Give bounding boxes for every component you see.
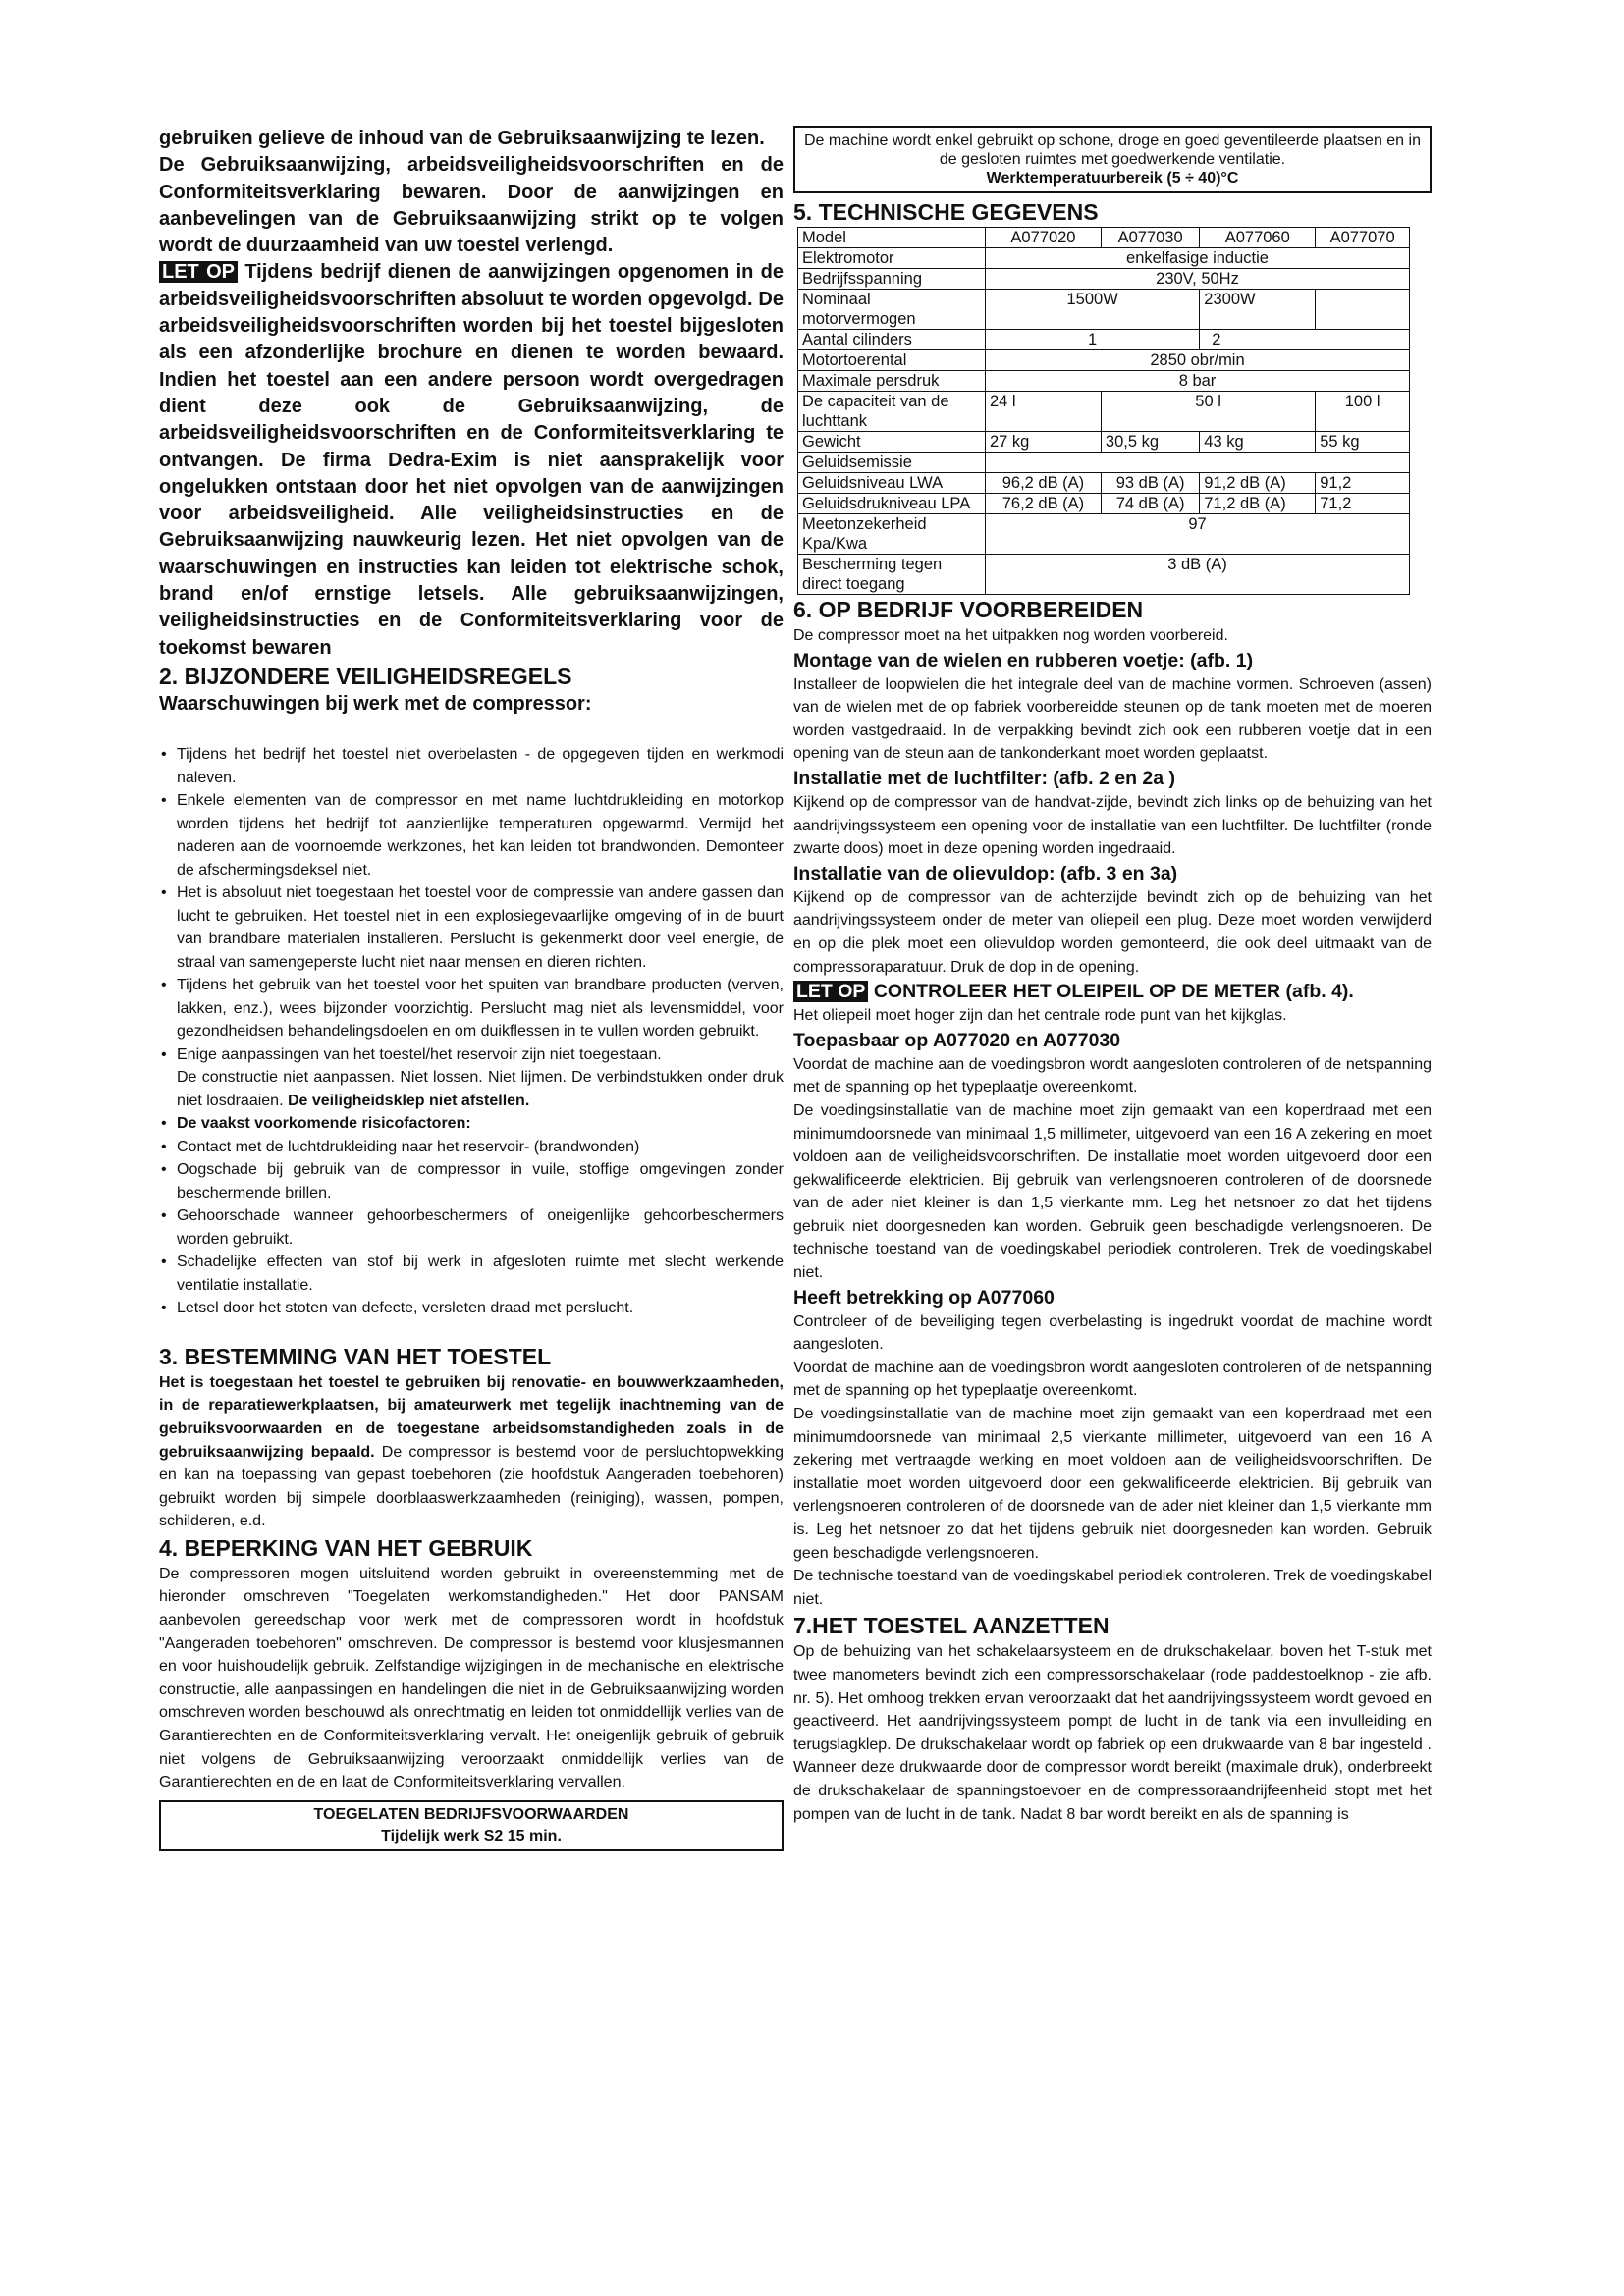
letop-badge: LET OP [793,981,868,1002]
cell-label: Elektromotor [798,248,986,269]
cell-value: 55 kg [1316,432,1410,453]
paragraph: Kijkend op de compressor van de handvat-zijde, bevindt zich links op de behuizing van het aandrijvingssysteem een opening voor de installatie van een luchtfilter. De luchtfilter (ronde zwarte doos) moet in deze opening worden ingedraaid. [793,793,1432,858]
cell-label: Motortoerental [798,350,986,371]
cell-label: Geluidsdrukniveau LPA [798,494,986,514]
operating-conditions-box [159,1800,784,1851]
letop-paragraph [159,259,784,661]
table-row [798,473,1410,494]
paragraph: Kijkend op de compressor van de achterzijde bevindt zich op de behuizing van het aandrijvingssysteem onder de meter van oliepeil een plug. Deze moet worden verwijderd en op die plek moet een olievuldop worden gemonteerd, die ook deel uitmaakt van de compressoraparatuur. Druk de dop in de opening. [793,888,1432,976]
section-3-bold: Het is toegestaan het toestel te gebruiken bij renovatie- en bouwwerkzaamheden, in de reparatiewerkplaatsen, bij amateurwerk met tegelijk inachtneming van de gebruiksvoorwaarden en de toegestane arbeidsomstandigheden zoals in de gebruiksaanwijzing bepaald. [159,1373,784,1461]
usage-conditions-box [793,126,1432,193]
cell-model: A077060 [1200,228,1316,248]
paragraph: Op de behuizing van het schakelaarsysteem en de drukschakelaar, boven het T-stuk met twee manometers bevindt zich een compressorschakelaar (rode paddestoelknop - zie afb. nr. 5). Het omhoog trekken ervan veroorzaakt dat het aandrijvingssysteem wordt gevoed en geactiveerd. Het aandrijvingssysteem pompt de lucht in de tank via een invulleiding en terugslagklep. De drukschakelaar wordt op fabriek op een drukwaarde van 8 bar ingesteld . Wanneer deze drukwaarde door de compressor wordt bereikt (maximale druk), onderbreekt de drukschakelaar de spanningstoevoer en de compressoraandrijfeenheid stopt met het pompen van de lucht in de tank. Nadat 8 bar wordt bereikt en als de spanning is [793,1643,1432,1823]
section-2-subtitle: Waarschuwingen bij werk met de compressor: [159,692,592,715]
intro-paragraph: gebruiken gelieve de inhoud van de Gebruiksaanwijzing te lezen. [159,128,765,149]
left-column [159,126,784,1851]
list-item [159,1043,784,1113]
cell-value: 1500W [986,290,1200,330]
cell-label: Bedrijfsspanning [798,269,986,290]
paragraph: Voordat de machine aan de voedingsbron wordt aangesloten controleren of de netspanning met de spanning op het typeplaatje overeenkomt. [793,1055,1432,1096]
cell-value: 100 l [1316,392,1410,432]
cell-label: Model [798,228,986,248]
cell-value: 8 bar [986,371,1410,392]
table-row [798,269,1410,290]
subsection-wheels: Montage van de wielen en rubberen voetje: (afb. 1) [793,649,1254,671]
paragraph: Installeer de loopwielen die het integrale deel van de machine vormen. Schroeven (assen) van de wielen met de op fabriek voorbereidde steunen op de tank moeten met de moeren worden vastgedraaid. In de verpakking bevindt zich ook een rubberen voetje dat in een opening van de steun aan de tankonderkant moet worden geplaatst. [793,675,1432,763]
cell-value: 2 [1200,330,1410,350]
cell-label: Maximale persdruk [798,371,986,392]
section-4-text: De compressoren mogen uitsluitend worden gebruikt in overeenstemming met de hieronder omschreven "Toegelaten werkomstandigheden." Het door PANSAM aanbevolen gereedschap voor werk met de compressoren wordt in hoofdstuk "Aangeraden toebehoren" omschreven. De compressor is bestemd voor klusjesmannen en voor huishoudelijk gebruik. Zelfstandige wijzigingen in de mechanische en elektrische constructie, alle aanpassingen en handelingen die niet in de Gebruiksaanwijzing worden omschreven worden beschouwd als onrechtmatig en leiden tot onmiddellijk verlies van de Garantierechten en de Conformiteitsverklaring vervalt. Het oneigenlijk gebruik of gebruik niet volgens de Gebruiksaanwijzing veroorzaakt onmiddellijk verlies van de Garantierechten en de en laat de Conformiteitsverklaring vervallen. [159,1565,784,1791]
list-item: • Schadelijke effecten van stof bij werk in afgesloten ruimte met slecht werkende ventilatie installatie. [159,1251,784,1297]
cell-value: 91,2 [1316,473,1410,494]
table-row [798,453,1410,473]
cell-value: 3 dB (A) [986,555,1410,595]
table-row [798,555,1410,595]
subsection-a077020-a077030: Toepasbaar op A077020 en A077030 [793,1029,1121,1051]
section-4-title: 4. BEPERKING VAN HET GEBRUIK [159,1534,533,1561]
list-item: • Het is absoluut niet toegestaan het toestel voor de compressie van andere gassen dan lucht te gebruiken. Het toestel niet in een explosiegevaarlijke omgeving of in de buurt van brandbare materialen installeren. Perslucht is gekenmerkt door veel energie, de straal van samengeperste lucht niet naar mensen en dieren richten. [159,881,784,974]
box-title: TOEGELATEN BEDRIJFSVOORWAARDEN [313,1805,629,1823]
section-5-title: 5. TECHNISCHE GEGEVENS [793,199,1099,225]
table-row [798,392,1410,432]
cell-label: Bescherming tegen direct toegang [798,555,986,595]
cell-value: 30,5 kg [1101,432,1199,453]
spec-table [797,227,1410,595]
list-item-cont: De constructie niet aanpassen. Niet lossen. Niet lijmen. De verbindstukken onder druk niet losdraaien. [177,1069,784,1109]
section-3-text [159,1371,784,1533]
table-row [798,432,1410,453]
cell-value: 2300W [1200,290,1316,330]
table-row [798,228,1410,248]
paragraph: Controleer of de beveiliging tegen overbelasting is ingedrukt voordat de machine wordt aangesloten. [793,1312,1432,1354]
list-item [159,1112,784,1136]
letop-text: Tijdens bedrijf dienen de aanwijzingen opgenomen in de arbeidsveiligheidsvoorschriften absoluut te worden opgevolgd. De arbeidsveiligheidsvoorschriften worden bij het toestel bijgesloten als een afzonderlijke brochure en dienen te worden bewaard. Indien het toestel aan een andere persoon wordt overgedragen dient deze ook de Gebruiksaanwijzing, de arbeidsveiligheidsvoorschriften en de Conformiteitsverklaring te ontvangen. De firma Dedra-Exim is niet aansprakelijk voor ongelukken ontstaan door het niet opvolgen van de aanwijzingen voor arbeidsveiligheid. Alle veiligheidsinstructies en de Gebruiksaanwijzing nauwkeurig lezen. Het niet opvolgen van de waarschuwingen en instructies kan leiden tot elektrische schok, brand en/of ernstige letsels. Alle gebruiksaanwijzingen, veiligheidsinstructies en de Conformiteitsverklaring voor de toekomst bewaren [159,261,784,659]
section-3-normal: De compressor is bestemd voor de persluchtopwekking en kan na toepassing van gepast toebehoren (zie hoofdstuk Aangeraden toebehoren) gebruikt worden bij simpele doorblaaswerkzaamheden (reiniging), wassen, pompen, schilderen, e.d. [159,1443,785,1530]
box-value: Tijdelijk werk S2 15 min. [381,1827,562,1844]
list-item: • Gehoorschade wanneer gehoorbeschermers of oneigenlijke gehoorbeschermers worden gebruikt. [159,1204,784,1251]
cell-value: 76,2 dB (A) [986,494,1102,514]
warning-list [159,743,784,1320]
table-row [798,371,1410,392]
section-6-intro: De compressor moet na het uitpakken nog worden voorbereid. [793,627,1228,644]
paragraph: De voedingsinstallatie van de machine moet zijn gemaakt van een koperdraad met een minimumdoorsnede van minimaal 2,5 vierkante millimeter, uitgevoerd van een 16 A zekering met vertraagde werking en moet voldoen aan de veiligheidsvoorschriften. De installatie moet worden uitgevoerd door een gekwalificeerde elektricien. Bij gebruik van verlengsnoeren controleren of de doorsnede van de ader niet kleiner dan 1,5 vierkante mm is. Leg het netsnoer zo dat het tijdens gebruik niet doorgesneden kan worden. Gebruik geen beschadigde verlengsnoeren. [793,1406,1432,1562]
cell-value: 96,2 dB (A) [986,473,1102,494]
paragraph: De technische toestand van de voedingskabel periodiek controleren. Trek de voedingskabel niet. [793,1568,1432,1608]
risk-heading: De vaakst voorkomende risicofactoren: [177,1115,471,1133]
cell-value: enkelfasige inductie [986,248,1410,269]
cell-model: A077070 [1316,228,1410,248]
cell-label: Aantal cilinders [798,330,986,350]
cell-label: Meetonzekerheid Kpa/Kwa [798,514,986,555]
table-row [798,350,1410,371]
paragraph: Voordat de machine aan de voedingsbron wordt aangesloten controleren of de netspanning met de spanning op het typeplaatje overeenkomt. [793,1359,1432,1400]
right-column [793,126,1432,1826]
subsection-oil-cap: Installatie van de olievuldop: (afb. 3 en 3a) [793,862,1178,884]
cell-value [986,453,1410,473]
cell-value: 93 dB (A) [1101,473,1199,494]
list-item: • Contact met de luchtdrukleiding naar het reservoir- (brandwonden) [159,1136,784,1159]
paragraph: De voedingsinstallatie van de machine moet zijn gemaakt van een koperdraad met een minimumdoorsnede van minimaal 1,5 millimeter, uitgevoerd van een 16 A zekering en moet voldoen aan de veiligheidsvoorschriften. De installatie moet worden uitgevoerd door een gekwalificeerde elektricien. Bij gebruik van verlengsnoeren controleren of de doorsnede van de ader niet kleiner is dan 1,5 vierkante mm. Leg het netsnoer zo dat het tijdens gebruik niet doorgesneden kan worden. Gebruik geen beschadigde verlengsnoeren. De technische toestand van de voedingskabel periodiek controleren. Trek de voedingskabel niet. [793,1101,1432,1282]
section-2-title: 2. BIJZONDERE VEILIGHEIDSREGELS [159,663,572,689]
cell-value: 24 l [986,392,1102,432]
cell-value: 50 l [1101,392,1315,432]
list-item: • Tijdens het gebruik van het toestel voor het spuiten van brandbare producten (verven, lakken, enz.), wees bijzonder voorzichtig. Perslucht mag niet als levensmiddel, voor gezondheidsen behandelingsdoelen en om duikflessen in te vullen worden gebruikt. [159,974,784,1043]
section-7-title: 7.HET TOESTEL AANZETTEN [793,1613,1110,1639]
table-row [798,330,1410,350]
cell-label: Geluidsemissie [798,453,986,473]
table-row [798,248,1410,269]
cell-value: 74 dB (A) [1101,494,1199,514]
subsection-air-filter: Installatie met de luchtfilter: (afb. 2 en 2a ) [793,767,1176,789]
cell-value: 91,2 dB (A) [1200,473,1316,494]
letop-badge: LET OP [159,261,238,283]
paragraph: Het oliepeil moet hoger zijn dan het centrale rode punt van het kijkglas. [793,1007,1287,1025]
cell-value: 71,2 dB (A) [1200,494,1316,514]
list-item-bold: De veiligheidsklep niet afstellen. [287,1092,530,1109]
list-item: • Letsel door het stoten van defecte, versleten draad met perslucht. [159,1297,784,1320]
cell-value: 1 [986,330,1200,350]
cell-label: Nominaal motorvermogen [798,290,986,330]
cell-value [1316,290,1410,330]
letop-text: CONTROLEER HET OLEIPEIL OP DE METER (afb. 4). [868,981,1354,1003]
table-row [798,494,1410,514]
temperature-range: Werktemperatuurbereik (5 ÷ 40)°C [986,170,1239,187]
list-item: • Enkele elementen van de compressor en met name luchtdrukleiding en motorkop worden tijdens het bedrijf tot aanzienlijke temperaturen opgewarmd. Vermijd het naderen aan de voornoemde werkzones, het kan leiden tot brandwonden. Demonteer de afschermingsdeksel niet. [159,789,784,881]
section-3-title: 3. BESTEMMING VAN HET TOESTEL [159,1343,552,1369]
list-item-text: Enige aanpassingen van het toestel/het reservoir zijn niet toegestaan. [177,1045,662,1063]
intro-paragraph-2: De Gebruiksaanwijzing, arbeidsveiligheidsvoorschriften en de Conformiteitsverklaring bewaren. Door de aanwijzingen en aanbevelingen van de Gebruiksaanwijzing strikt op te volgen wordt de duurzaamheid van uw toestel verlengd. [159,154,784,257]
cell-label: Geluidsniveau LWA [798,473,986,494]
list-item: • Tijdens het bedrijf het toestel niet overbelasten - de opgegeven tijden en werkmodi naleven. [159,743,784,789]
table-row [798,290,1410,330]
cell-label: De capaciteit van de luchttank [798,392,986,432]
table-row [798,514,1410,555]
subsection-a077060: Heeft betrekking op A077060 [793,1286,1055,1308]
list-item: • Oogschade bij gebruik van de compressor in vuile, stoffige omgevingen zonder beschermende brillen. [159,1158,784,1204]
cell-value: 2850 obr/min [986,350,1410,371]
section-6-title: 6. OP BEDRIJF VOORBEREIDEN [793,597,1144,622]
letop-oil-check [793,979,1432,1004]
cell-value: 230V, 50Hz [986,269,1410,290]
cell-value: 71,2 [1316,494,1410,514]
box-text: De machine wordt enkel gebruikt op schone, droge en goed geventileerde plaatsen en in de gesloten ruimtes met goedwerkende ventilatie. [804,133,1421,168]
cell-model: A077020 [986,228,1102,248]
cell-model: A077030 [1101,228,1199,248]
cell-value: 43 kg [1200,432,1316,453]
cell-label: Gewicht [798,432,986,453]
cell-value: 27 kg [986,432,1102,453]
cell-value: 97 [986,514,1410,555]
